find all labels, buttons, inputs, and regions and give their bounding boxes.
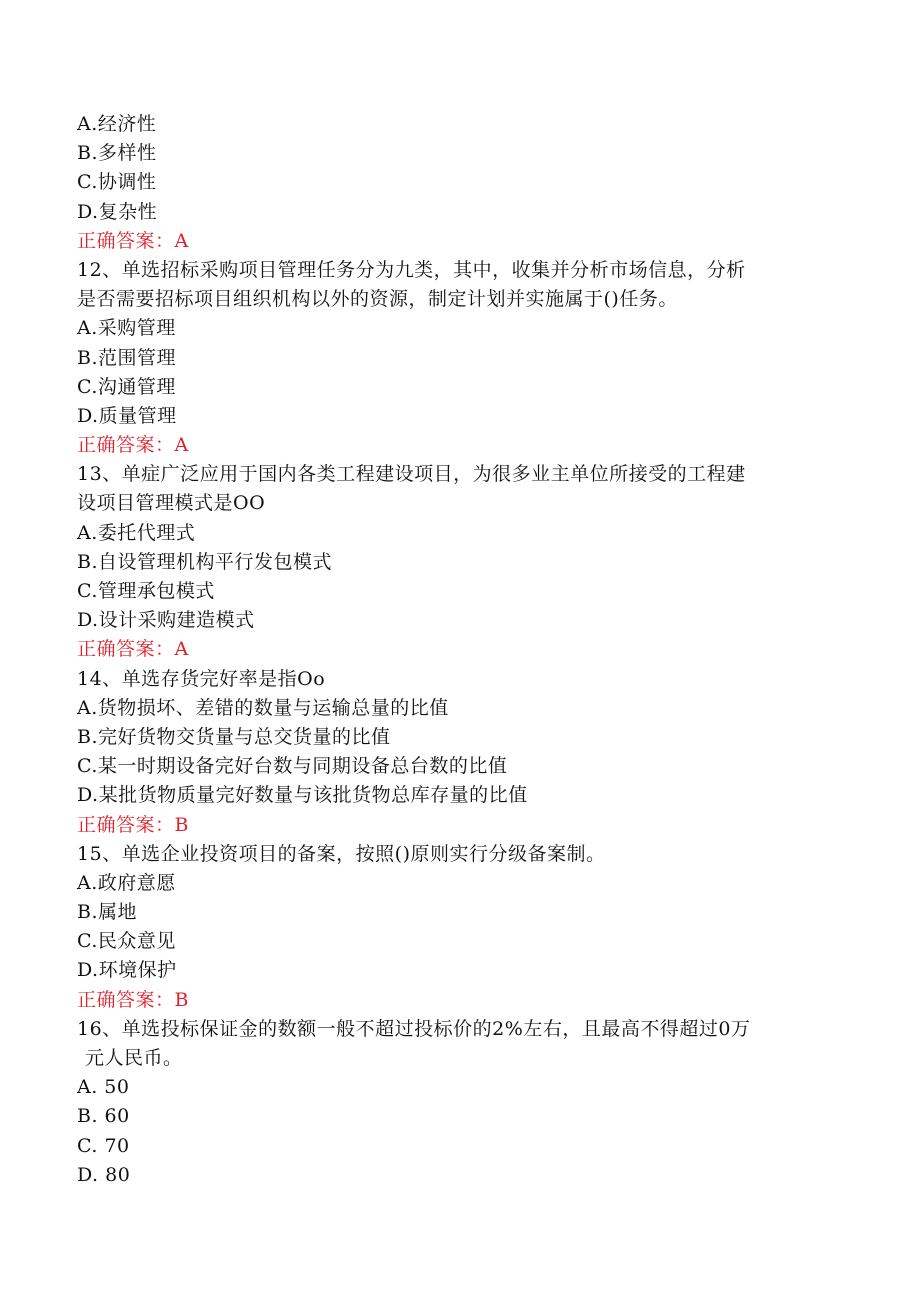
option-a: A.货物损坏、差错的数量与运输总量的比值 — [77, 696, 449, 719]
option-b: B.范围管理 — [77, 346, 177, 369]
correct-answer: 正确答案：B — [77, 813, 189, 836]
option-c: C.民众意见 — [77, 930, 176, 953]
question-14 — [77, 665, 837, 840]
option-d: D. 80 — [77, 1163, 131, 1186]
option-a: A.采购管理 — [77, 317, 176, 340]
question-stem-line: 16、单选投标保证金的数额一般不超过投标价的2%左右，且最高不得超过0万 — [77, 1017, 751, 1040]
question-13 — [77, 460, 837, 664]
option-d: D.环境保护 — [77, 959, 177, 982]
option-b: B.自设管理机构平行发包模式 — [77, 550, 333, 573]
option-a: A. 50 — [77, 1076, 130, 1099]
question-list — [77, 110, 837, 1190]
option-c: C.某一时期设备完好台数与同期设备总台数的比值 — [77, 755, 508, 778]
question-stem-line: 元人民币。 — [85, 1047, 183, 1069]
correct-answer: 正确答案：A — [77, 434, 189, 457]
option-b: B.多样性 — [77, 142, 157, 165]
question-stem-line: 设项目管理模式是OO — [77, 492, 266, 515]
option-b: B.属地 — [77, 901, 138, 924]
option-d: D.质量管理 — [77, 404, 177, 427]
option-d: D.复杂性 — [77, 200, 158, 223]
option-b: B. 60 — [77, 1105, 130, 1128]
question-stem-line: 是否需要招标项目组织机构以外的资源，制定计划并实施属于()任务。 — [77, 288, 678, 311]
option-c: C.协调性 — [77, 171, 157, 194]
correct-answer: 正确答案：A — [77, 229, 189, 252]
option-a: A.经济性 — [77, 113, 157, 135]
option-c: C.管理承包模式 — [77, 580, 215, 602]
question-12 — [77, 256, 837, 460]
question-16 — [77, 1015, 837, 1190]
question-15 — [77, 840, 837, 1015]
question-stem-line: 12、单选招标采购项目管理任务分为九类，其中，收集并分析市场信息，分析 — [77, 258, 746, 281]
option-d: D.某批货物质量完好数量与该批货物总库存量的比值 — [77, 784, 528, 807]
option-d: D.设计采购建造模式 — [77, 609, 255, 632]
question-stem-line: 14、单选存货完好率是指Oo — [77, 667, 326, 690]
option-b: B.完好货物交货量与总交货量的比值 — [77, 725, 391, 748]
correct-answer: 正确答案：A — [77, 638, 189, 661]
option-a: A.政府意愿 — [77, 871, 176, 894]
correct-answer: 正确答案：B — [77, 988, 189, 1011]
question-stem-line: 15、单选企业投资项目的备案，按照()原则实行分级备案制。 — [77, 842, 606, 865]
question-11-tail — [77, 110, 837, 256]
question-stem-line: 13、单症广泛应用于国内各类工程建设项目，为很多业主单位所接受的工程建 — [77, 463, 746, 486]
option-c: C. 70 — [77, 1134, 130, 1157]
option-c: C.沟通管理 — [77, 375, 176, 398]
option-a: A.委托代理式 — [77, 521, 196, 544]
